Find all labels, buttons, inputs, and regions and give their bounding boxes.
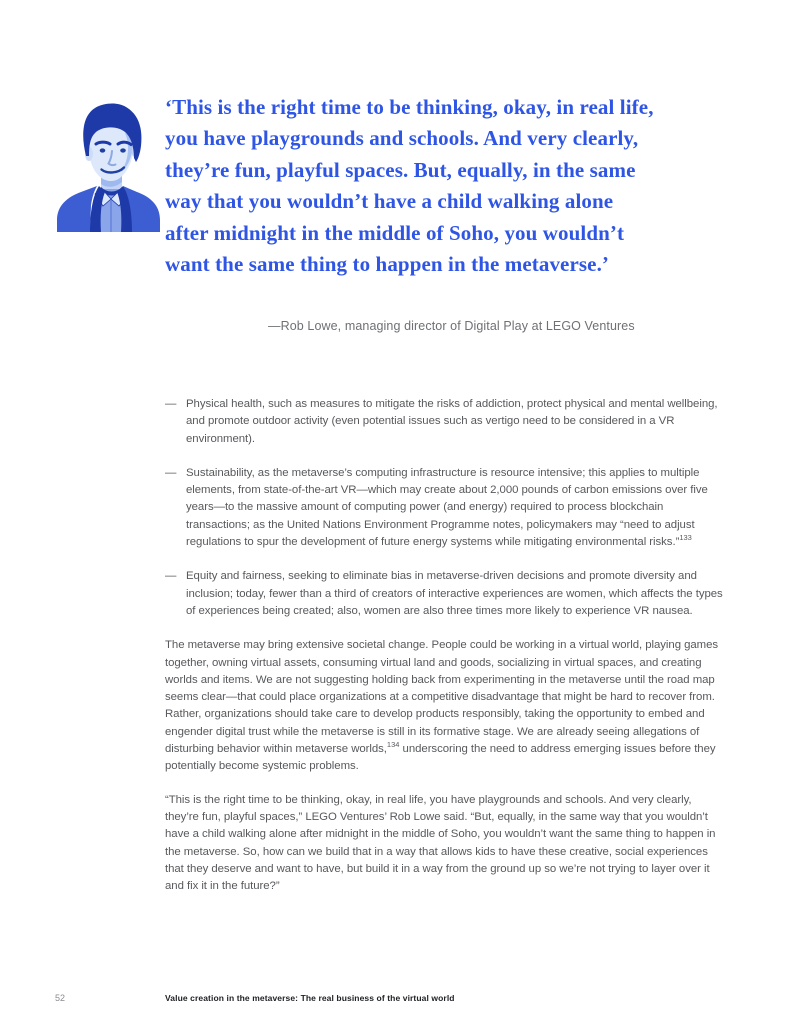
bullet-dash: — xyxy=(165,570,177,583)
quote-line: after midnight in the middle of Soho, you wouldn’t xyxy=(165,220,625,245)
footnote-ref-134: 134 xyxy=(386,740,400,750)
quote-line: ‘This is the right time to be thinking, okay, in real life, xyxy=(165,95,654,119)
quote-attribution: —Rob Lowe, managing director of Digital Play at LEGO Ventures xyxy=(268,319,635,333)
paragraph-text: The metaverse may bring extensive societal change. People could be working in a virtual world, playing games together, owning virtual assets, consuming virtual land and goods, socializing in virtual spaces, and creating worlds and items. We are not suggesting holding back from experimenting in the metaverse until the road map seems clear—that could place organizations at a competitive disadvantage that might be hard to recover from. Rather, organizations should take care to develop products responsibly, taking the opportunity to embed and engender digital trust while the metaverse is still in its formative stage. We are already seeing allegations of disturbing behavior within metaverse worlds, xyxy=(165,639,719,756)
bullet-text: Equity and fairness, seeking to eliminate bias in metaverse-driven decisions and promote diversity and inclusion; today, fewer than a third of creators of interactive experiences are women, which affects the types of experiences being created; also, women are also three times more likely to experience VR nausea. xyxy=(186,570,723,617)
report-title: Value creation in the metaverse: The real business of the virtual world xyxy=(165,993,455,1003)
pull-quote xyxy=(165,92,740,280)
bullet-dash: — xyxy=(165,466,177,479)
bullet-text: Physical health, such as measures to mitigate the risks of addiction, protect physical and mental wellbeing, and promote outdoor activity (even potential issues such as vertigo need to be considered in a VR environment). xyxy=(186,398,718,445)
quote-line: you have playgrounds and schools. And very clearly, xyxy=(165,126,639,151)
quote-line: they’re fun, playful spaces. But, equally, in the same xyxy=(165,157,636,182)
bullet-text-body: Sustainability, as the metaverse’s computing infrastructure is resource intensive; this applies to multiple elements, from state-of-the-art VR—which may create about 2,000 pounds of carbon emissions over five years—to the massive amount of computing power (and energy) required to process blockchain transactions; as the United Nations Environment Programme notes, policymakers may “need to adjust regulations to spur the development of future energy systems while mitigating environmental risks.” xyxy=(186,466,708,549)
body-paragraph-rob-lowe-quote: “This is the right time to be thinking, okay, in real life, you have playgrounds and schools. And very clearly, they’re fun, playful spaces,” LEGO Ventures’ Rob Lowe said. “But, equally, in the same way that you wouldn’t have a child walking alone after midnight in the middle of Soho, you wouldn’t want the same thing to happen in the metaverse. So, how can we build that in a way that allows kids to have these creative, social experiences that they deserve and want to have, but build it in a way from the ground up so we’re not trying to layer over it and fix it in the future?” xyxy=(165,793,716,893)
body-content xyxy=(165,396,727,911)
footnote-ref-133: 133 xyxy=(679,533,692,543)
page-number: 52 xyxy=(55,993,66,1003)
quote-line: want the same thing to happen in the metaverse.’ xyxy=(165,252,610,277)
body-paragraph-societal-change xyxy=(165,637,727,775)
paragraph-text: underscoring the need to address emerging issues before they potentially become systemic problems. xyxy=(165,743,716,773)
bullet-item-equity-fairness xyxy=(165,568,727,620)
bullet-dash: — xyxy=(165,398,177,410)
portrait-illustration xyxy=(57,100,160,232)
bullet-item-physical-health xyxy=(165,396,727,448)
bullet-item-sustainability xyxy=(165,465,727,551)
bullet-text xyxy=(186,465,727,551)
quote-line: way that you wouldn’t have a child walking alone xyxy=(165,189,614,214)
